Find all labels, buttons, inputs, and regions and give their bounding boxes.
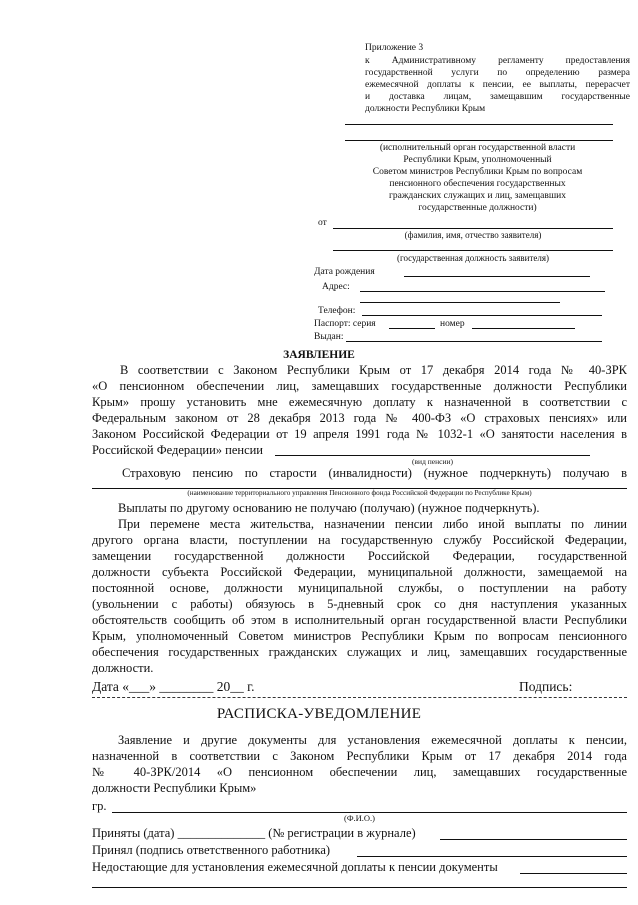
address-label: Адрес: <box>322 282 350 292</box>
applicant-name-field[interactable] <box>333 228 613 229</box>
name-caption: (фамилия, имя, отчество заявителя) <box>404 230 542 240</box>
passport-number-label: номер <box>440 319 465 329</box>
appendix-line: должности Республики Крым <box>365 104 486 114</box>
pension-office-caption: (наименование территориального управления Пенсионного фонда Российской Федерации по Республике Крым) <box>187 489 532 497</box>
missing-documents-field-2[interactable] <box>92 887 627 888</box>
accepted-label: Приняты (дата) ______________ (№ регистрации в журнале) <box>92 826 416 840</box>
appendix-line: и доставка лицам, замещавшим государственные <box>365 92 630 102</box>
appendix-line: государственной услуги по определению размера <box>365 68 630 78</box>
authority-caption: (исполнительный орган государственной власти Республики Крым, уполномоченный Советом министров Республики Крым по вопросам пенсионного обеспечения государственных гражданских служащих и лиц, замещавших государственные должности) <box>372 143 583 213</box>
issued-label: Выдан: <box>314 332 344 342</box>
from-label: от <box>318 218 327 228</box>
passport-series-field[interactable] <box>389 328 435 329</box>
pension-type-caption: (вид пенсии) <box>412 457 453 466</box>
statement-title: ЗАЯВЛЕНИЕ <box>283 349 355 361</box>
appendix-line: ежемесячной доплаты к пенсии, ее выплаты, перерасчет <box>365 80 630 90</box>
position-caption: (государственная должность заявителя) <box>396 253 549 263</box>
missing-documents-label: Недостающие для установления ежемесячной доплаты к пенсии документы <box>92 860 498 874</box>
date-field[interactable]: Дата «___» ________ 20__ г. <box>92 679 255 694</box>
issued-field[interactable] <box>346 341 602 342</box>
passport-series-label: Паспорт: серия <box>314 319 376 329</box>
phone-field[interactable] <box>362 315 602 316</box>
fio-caption: (Ф.И.О.) <box>343 813 376 823</box>
address-field-2[interactable] <box>360 302 560 303</box>
pension-type-field[interactable] <box>275 455 590 456</box>
receipt-title: РАСПИСКА-УВЕДОМЛЕНИЕ <box>216 706 422 722</box>
phone-label: Телефон: <box>318 306 356 316</box>
statement-paragraph-3: Выплаты по другому основанию не получаю (получаю) (нужное подчеркнуть). <box>118 501 540 515</box>
signature-label: Подпись: <box>519 679 573 694</box>
address-field-1[interactable] <box>360 291 605 292</box>
authority-line-1[interactable] <box>345 124 613 125</box>
appendix-text <box>365 55 630 115</box>
appendix-line: к Административному регламенту предоставления <box>365 56 630 66</box>
birth-date-field[interactable] <box>404 276 590 277</box>
authority-line-2[interactable] <box>345 140 613 141</box>
birth-date-label: Дата рождения <box>314 267 375 277</box>
citizen-label: гр. <box>92 799 107 813</box>
missing-documents-field-1[interactable] <box>520 873 627 874</box>
accepted-by-signature-field[interactable] <box>357 856 627 857</box>
registration-number-field[interactable] <box>440 839 627 840</box>
appendix-title: Приложение 3 <box>365 43 424 53</box>
passport-number-field[interactable] <box>472 328 575 329</box>
statement-paragraph-2: Страховую пенсию по старости (инвалидности) (нужное подчеркнуть) получаю в <box>122 466 627 480</box>
cut-line <box>92 697 627 698</box>
applicant-position-field[interactable] <box>333 250 613 251</box>
accepted-by-label: Принял (подпись ответственного работника) <box>92 843 331 857</box>
